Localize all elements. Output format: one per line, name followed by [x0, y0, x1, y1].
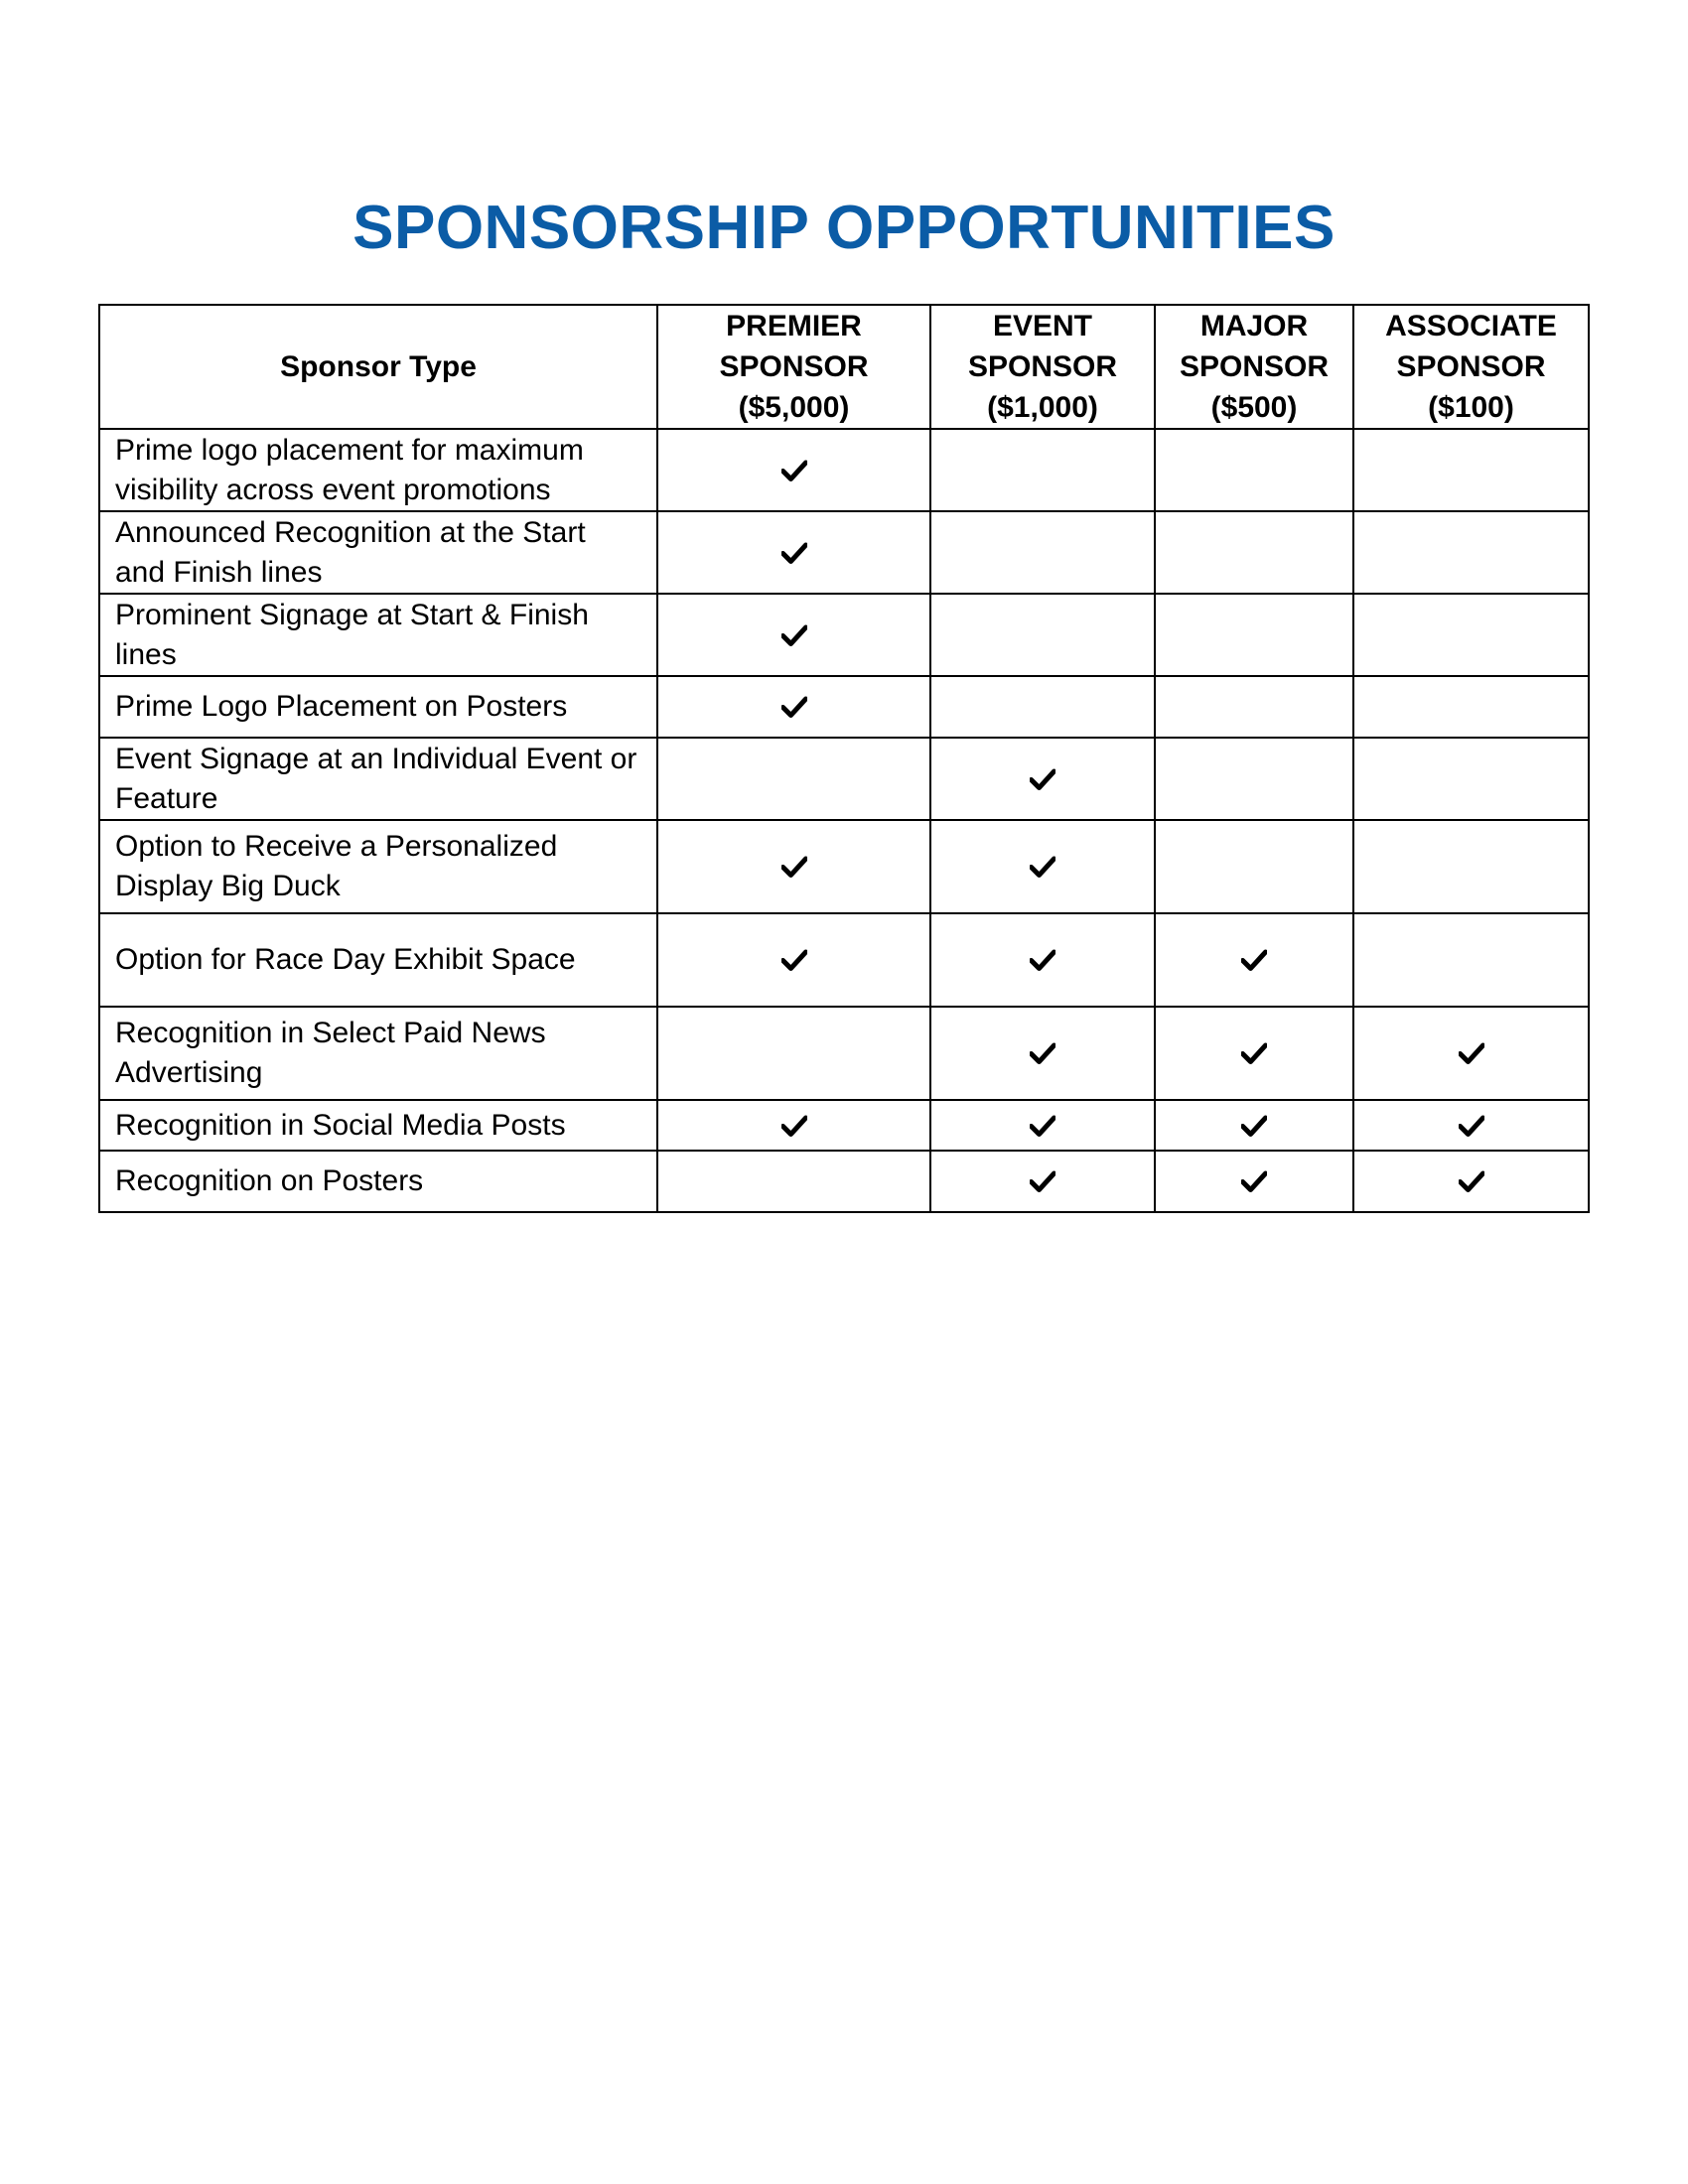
benefit-label: Option for Race Day Exhibit Space: [99, 913, 657, 1007]
premier-check-cell: [657, 676, 930, 738]
associate-check-cell: [1353, 511, 1589, 594]
event-check-cell: [930, 594, 1155, 676]
benefit-label: Prominent Signage at Start & Finish lines: [99, 594, 657, 676]
major-check-cell: [1155, 1151, 1353, 1212]
major-check-cell: [1155, 511, 1353, 594]
major-check-cell: [1155, 1007, 1353, 1100]
benefit-label: Prime logo placement for maximum visibility across event promotions: [99, 429, 657, 511]
checkmark-icon: [781, 1115, 807, 1137]
major-check-cell: [1155, 676, 1353, 738]
sponsorship-table: [98, 304, 1590, 1213]
benefit-label: Announced Recognition at the Start and Finish lines: [99, 511, 657, 594]
checkmark-icon: [1030, 1170, 1055, 1192]
benefit-label: Recognition on Posters: [99, 1151, 657, 1212]
major-sponsor-header: MAJOR SPONSOR ($500): [1155, 305, 1353, 429]
checkmark-icon: [781, 856, 807, 878]
associate-sponsor-header: ASSOCIATE SPONSOR ($100): [1353, 305, 1589, 429]
associate-check-cell: [1353, 1151, 1589, 1212]
checkmark-icon: [1241, 1170, 1267, 1192]
event-check-cell: [930, 1007, 1155, 1100]
benefit-label: Recognition in Social Media Posts: [99, 1100, 657, 1151]
checkmark-icon: [1241, 949, 1267, 971]
checkmark-icon: [781, 696, 807, 718]
associate-check-cell: [1353, 738, 1589, 820]
checkmark-icon: [1030, 1042, 1055, 1064]
table-header-row: [99, 305, 1589, 429]
checkmark-icon: [1459, 1115, 1484, 1137]
major-check-cell: [1155, 594, 1353, 676]
checkmark-icon: [1030, 949, 1055, 971]
table-row: [99, 1151, 1589, 1212]
associate-check-cell: [1353, 429, 1589, 511]
premier-check-cell: [657, 913, 930, 1007]
page-title: SPONSORSHIP OPPORTUNITIES: [352, 194, 1336, 262]
sponsor-type-header: Sponsor Type: [99, 305, 657, 429]
premier-check-cell: [657, 1151, 930, 1212]
table-row: [99, 1007, 1589, 1100]
checkmark-icon: [1030, 1115, 1055, 1137]
associate-check-cell: [1353, 913, 1589, 1007]
associate-check-cell: [1353, 594, 1589, 676]
checkmark-icon: [1030, 856, 1055, 878]
event-check-cell: [930, 1151, 1155, 1212]
event-sponsor-header: EVENT SPONSOR ($1,000): [930, 305, 1155, 429]
associate-check-cell: [1353, 676, 1589, 738]
benefit-label: Option to Receive a Personalized Display Big Duck: [99, 820, 657, 913]
table-row: [99, 738, 1589, 820]
benefit-label: Event Signage at an Individual Event or Feature: [99, 738, 657, 820]
table-row: [99, 594, 1589, 676]
associate-check-cell: [1353, 1100, 1589, 1151]
table-row: [99, 511, 1589, 594]
premier-check-cell: [657, 594, 930, 676]
checkmark-icon: [1459, 1170, 1484, 1192]
premier-check-cell: [657, 738, 930, 820]
premier-sponsor-header: PREMIER SPONSOR ($5,000): [657, 305, 930, 429]
checkmark-icon: [1241, 1115, 1267, 1137]
event-check-cell: [930, 429, 1155, 511]
associate-check-cell: [1353, 820, 1589, 913]
table-row: [99, 913, 1589, 1007]
major-check-cell: [1155, 429, 1353, 511]
checkmark-icon: [1241, 1042, 1267, 1064]
premier-check-cell: [657, 429, 930, 511]
premier-check-cell: [657, 1007, 930, 1100]
table-row: [99, 676, 1589, 738]
checkmark-icon: [781, 624, 807, 646]
premier-check-cell: [657, 820, 930, 913]
major-check-cell: [1155, 738, 1353, 820]
table-row: [99, 429, 1589, 511]
checkmark-icon: [781, 949, 807, 971]
event-check-cell: [930, 1100, 1155, 1151]
event-check-cell: [930, 820, 1155, 913]
checkmark-icon: [1030, 768, 1055, 790]
premier-check-cell: [657, 1100, 930, 1151]
major-check-cell: [1155, 913, 1353, 1007]
checkmark-icon: [781, 542, 807, 564]
checkmark-icon: [1459, 1042, 1484, 1064]
benefit-label: Prime Logo Placement on Posters: [99, 676, 657, 738]
checkmark-icon: [781, 460, 807, 481]
major-check-cell: [1155, 820, 1353, 913]
benefit-label: Recognition in Select Paid News Advertising: [99, 1007, 657, 1100]
event-check-cell: [930, 676, 1155, 738]
table-row: [99, 820, 1589, 913]
premier-check-cell: [657, 511, 930, 594]
major-check-cell: [1155, 1100, 1353, 1151]
event-check-cell: [930, 738, 1155, 820]
table-row: [99, 1100, 1589, 1151]
event-check-cell: [930, 511, 1155, 594]
event-check-cell: [930, 913, 1155, 1007]
associate-check-cell: [1353, 1007, 1589, 1100]
